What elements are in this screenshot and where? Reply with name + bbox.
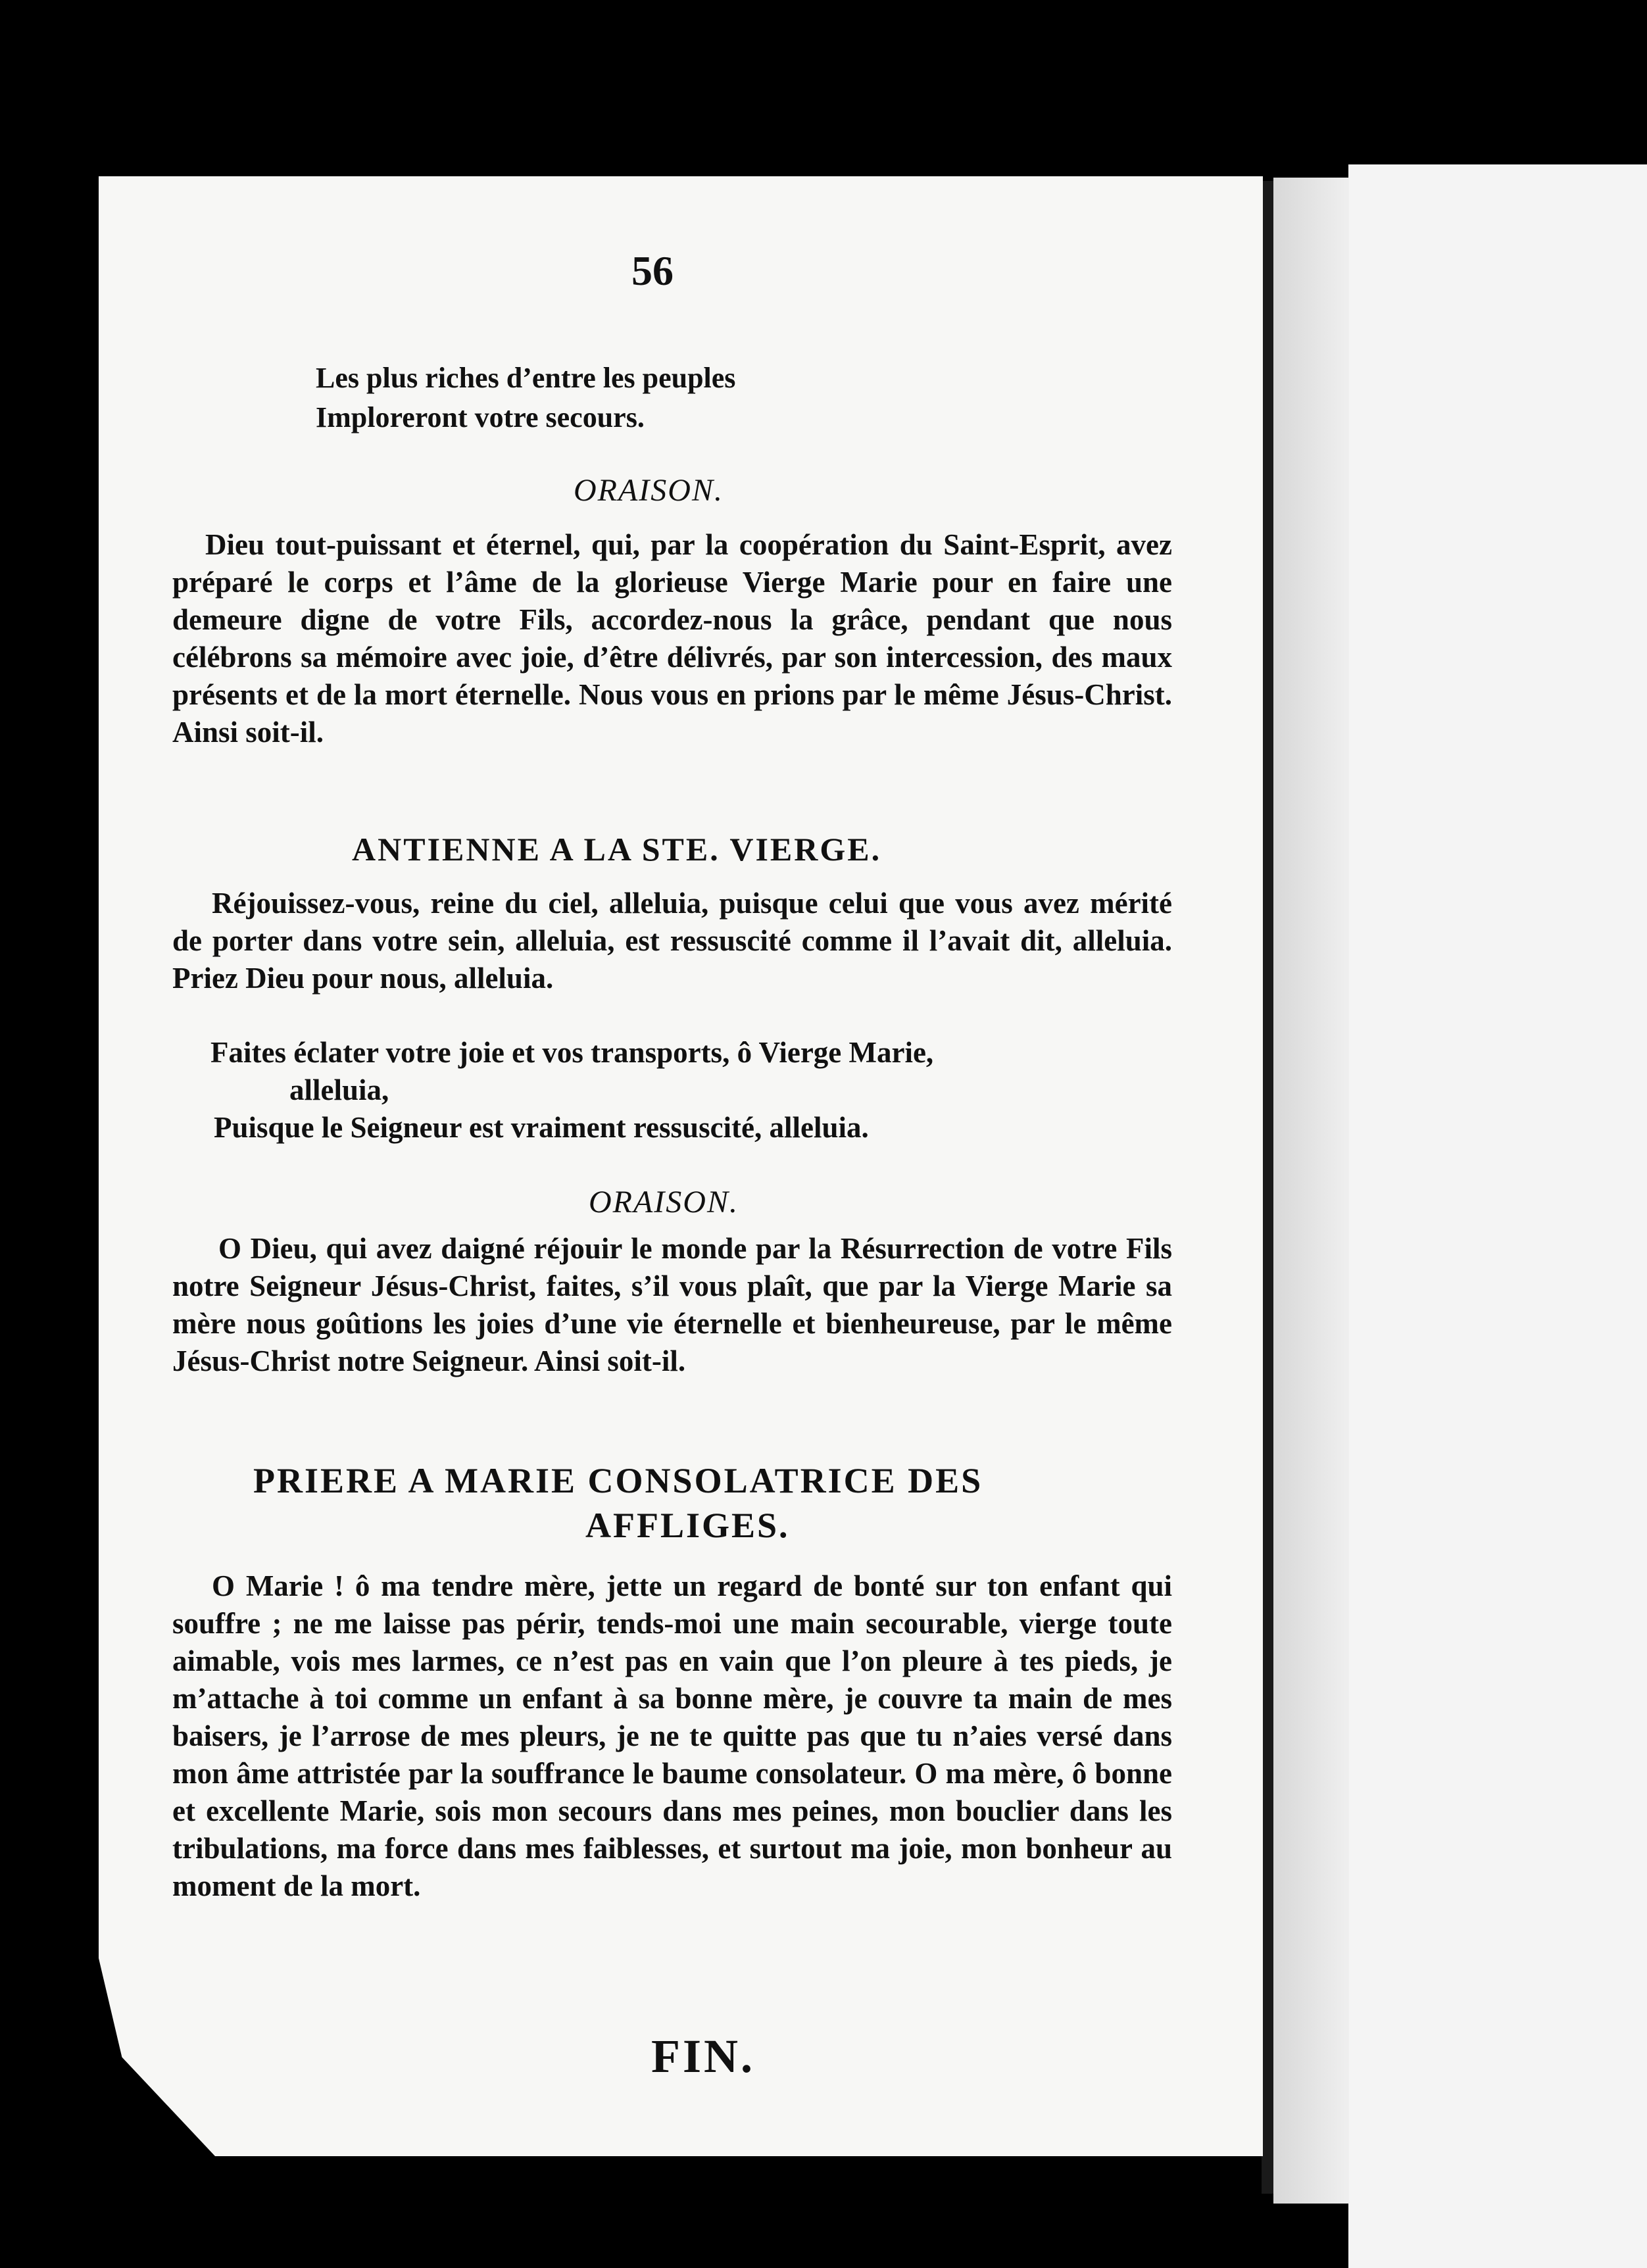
antienne-text: Réjouissez-vous, reine du ciel, alleluia, puisque celui que vous avez mérité de porter dans votre sein, alleluia, est ressuscité comme il l’avait dit, alleluia. Priez Dieu pour nous, alleluia. [172,887,1172,995]
page-edge [1273,178,1349,2204]
priere-heading-line-1: PRIERE A MARIE CONSOLATRICE DES [253,1461,983,1500]
priere-heading-line-2: AFFLIGES. [585,1506,790,1545]
antienne-verse-1b: alleluia, [289,1073,389,1106]
antienne-heading: ANTIENNE A LA STE. VIERGE. [352,831,882,868]
oraison-heading-2: ORAISON. [589,1185,739,1220]
adjacent-page [1348,164,1647,2268]
oraison-heading-1: ORAISON. [574,473,724,508]
page-number: 56 [631,247,674,294]
priere-text: O Marie ! ô ma tendre mère, jette un regard de bonté sur ton enfant qui souffre ; ne me laisse pas périr, tends-moi une main secourable, vierge toute aimable, vois mes larmes, ce n’est pas en vain que l’on pleure à tes pieds, je m’attache à toi comme un enfant à sa bonne mère, je couvre ta main de mes baisers, je l’arrose de mes pleurs, je ne te quitte pas que tu n’aies versé dans mon âme attristée par la souffrance le baume consolateur. O ma mère, ô bonne et excellente Marie, sois mon secours dans mes peines, mon bouclier dans les tribulations, ma force dans mes faiblesses, et surtout ma joie, mon bonheur au moment de la mort. [172,1569,1172,1902]
psalm-line-1: Les plus riches d’entre les peuples [316,362,736,394]
oraison-text-1: Dieu tout-puissant et éternel, qui, par la coopération du Saint-Esprit, avez préparé le corps et l’âme de la glorieuse Vierge Marie pour en faire une demeure digne de votre Fils, accordez-nous la grâce, pendant que nous célébrons sa mémoire avec joie, d’être délivrés, par son intercession, des maux présents et de la mort éternelle. Nous vous en prions par le même Jésus-Christ. Ainsi soit-il. [172,528,1172,749]
psalm-line-2: Imploreront votre secours. [316,401,645,433]
page-shadow [1262,181,1273,2194]
fin: FIN. [651,2030,755,2083]
antienne-verse-1: Faites éclater votre joie et vos transports, ô Vierge Marie, [210,1036,934,1069]
antienne-verse-2: Puisque le Seigneur est vraiment ressuscité, alleluia. [214,1111,869,1144]
oraison-text-2: O Dieu, qui avez daigné réjouir le monde par la Résurrection de votre Fils notre Seigneur Jésus-Christ, faites, s’il vous plaît, que par la Vierge Marie sa mère nous goûtions les joies d’une vie éternelle et bienheureuse, par le même Jésus-Christ notre Seigneur. Ainsi soit-il. [172,1232,1172,1377]
